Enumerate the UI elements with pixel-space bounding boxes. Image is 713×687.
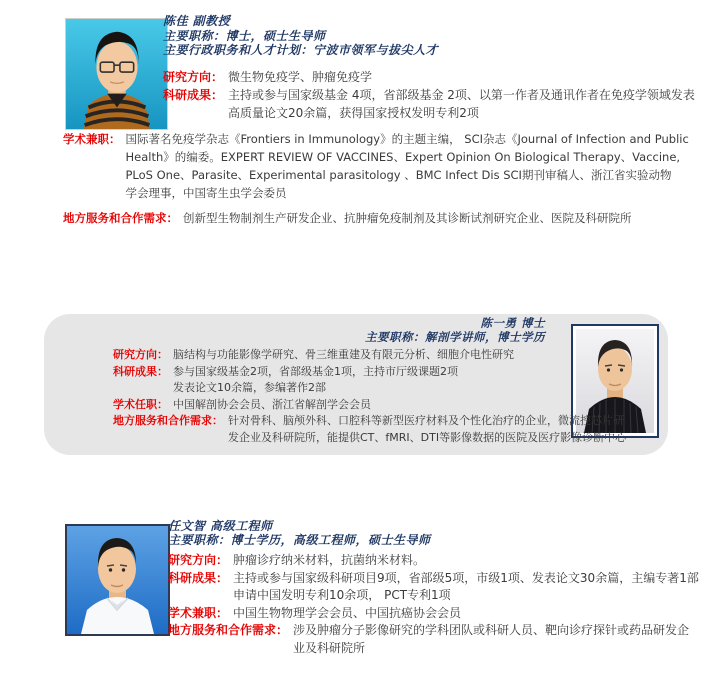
research-achievements-row — [163, 86, 709, 122]
research-achievements-row — [168, 570, 708, 605]
person-name: 陈佳 副教授 — [163, 14, 231, 28]
research-achievements-row — [113, 364, 575, 397]
field-label: 科研成果： — [113, 364, 168, 378]
person-name: 陈一勇 博士 — [480, 316, 545, 330]
research-direction-row — [168, 552, 708, 570]
field-label: 学术任职： — [113, 397, 168, 411]
id-photo-portrait-icon — [66, 19, 167, 129]
local-service-row — [63, 209, 711, 227]
id-photo-portrait-icon — [67, 526, 168, 634]
profile-chen-yiyong-header — [250, 316, 545, 344]
field-label: 科研成果： — [163, 87, 224, 102]
academic-posts-row — [63, 130, 711, 202]
field-label: 地方服务和合作需求： — [63, 211, 178, 225]
academic-posts-row — [113, 397, 575, 414]
field-text: 创新型生物制剂生产研发企业、抗肿瘤免疫制剂及其诊断试剂研究企业、医院及科研院所 — [183, 211, 632, 225]
field-label: 地方服务和合作需求： — [168, 623, 289, 637]
field-label: 研究方向： — [163, 69, 224, 84]
local-service-row — [168, 622, 708, 657]
profile-fields — [163, 68, 709, 122]
field-label: 学术兼职： — [63, 132, 121, 146]
field-text: 涉及肿瘤分子影像研究的学科团队或科研人员、靶向诊疗探针或药品研发企 业及科研院所 — [293, 623, 690, 655]
person-title-line: 主要职称：博士，硕士生导师 — [163, 28, 326, 43]
profile-ren-wenzhi-header — [168, 519, 708, 657]
field-text: 肿瘤诊疗纳米材料，抗菌纳米材料。 — [233, 553, 426, 567]
person-name: 任文智 高级工程师 — [168, 519, 273, 533]
profile-chen-jia-extra — [63, 130, 711, 227]
portrait-photo-ren-wenzhi — [65, 524, 170, 636]
profile-chen-yiyong-fields — [113, 347, 627, 446]
person-title-line: 主要职称：博士学历，高级工程师，硕士生导师 — [168, 533, 431, 547]
field-text: 针对骨科、脑颅外科、口腔科等新型医疗材料及个性化治疗的企业，微流控芯片研 发企业及科研院所，能提供CT、fMRI、DTI等影像数据的医院及医疗影像诊断中心 — [228, 414, 627, 444]
field-label: 科研成果： — [168, 570, 229, 585]
portrait-photo-chen-jia — [65, 18, 168, 130]
field-label: 研究方向： — [168, 553, 229, 567]
field-label: 地方服务和合作需求： — [113, 414, 223, 427]
local-service-row — [113, 413, 627, 446]
field-text: 脑结构与功能影像学研究、骨三维重建及有限元分析、细胞介电性研究 — [173, 348, 514, 361]
research-direction-row — [113, 347, 575, 364]
academic-posts-row — [168, 605, 708, 623]
research-direction-row — [163, 68, 709, 86]
person-title-line: 主要职称：解剖学讲师，博士学历 — [365, 330, 545, 344]
field-label: 研究方向： — [113, 348, 168, 361]
field-text: 主持或参与国家级基金 4项，省部级基金 2项、以第一作者及通讯作者在免疫学领域发表 高质量论文20余篇，获得国家授权发明专利2项 — [228, 87, 695, 120]
profile-chen-jia-header — [163, 14, 709, 122]
field-text: 国际著名免疫学杂志《Frontiers in Immunology》的主题主编， SCI杂志《Journal of Infection and Public Health》的编委。EXPERT REVIEW OF VACCINES、Expert Opinion On Biological Therapy、Vaccine, PLoS One、Parasite、Experimental parasitology 、BMC Infect Dis SCI期刊审稿人、浙江省实验动物 学会理事，中国寄生虫学会委员 — [125, 132, 689, 200]
person-title-line: 主要行政职务和人才计划：宁波市领军与拔尖人才 — [163, 43, 439, 57]
field-text: 参与国家级基金2项，省部级基金1项，主持市厅级课题2项 发表论文10余篇，参编著作2部 — [173, 364, 458, 394]
field-text: 微生物免疫学、肿瘤免疫学 — [228, 69, 373, 84]
profile-fields — [168, 552, 708, 657]
field-text: 中国解剖协会会员、浙江省解剖学会会员 — [173, 397, 371, 411]
field-label: 学术兼职： — [168, 605, 229, 620]
field-text: 中国生物物理学会会员、中国抗癌协会会员 — [233, 605, 462, 620]
field-text: 主持或参与国家级科研项目9项，省部级5项，市级1项、发表论文30余篇，主编专著1部 申请中国发明专利10余项， PCT专利1项 — [233, 570, 699, 602]
